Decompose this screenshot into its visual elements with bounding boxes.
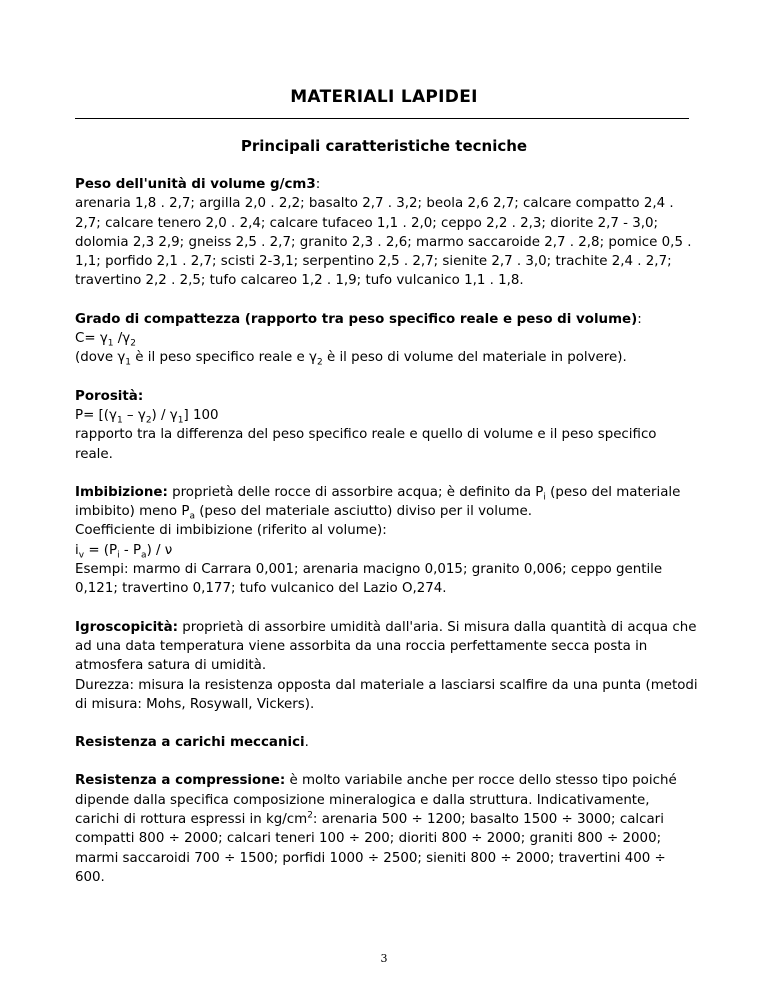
porosita-text: rapporto tra la differenza del peso specifico reale e quello di volume e il peso specifico reale. xyxy=(75,427,657,462)
grado-heading: Grado di compattezza (rapporto tra peso specifico reale e peso di volume) xyxy=(75,311,638,327)
section-resistenza: Resistenza a carichi meccanici. xyxy=(75,735,309,751)
durezza-text: Durezza: misura la resistenza opposta dal materiale a lasciarsi scalfire da una punta (metodi di misura: Mohs, Rosywall, Vickers). xyxy=(75,677,698,712)
section-imbibizione: Imbibizione: proprietà delle rocce di assorbire acqua; è definito da $P_i$ (peso del materiale imbibito) meno $P_a$ (peso del materiale asciutto) diviso per il volume. Coefficiente di imbibizione (riferito al volume): $i_v = (P_i - P_a) / \nu$ Esempi: marmo di Carrara 0,001; arenaria macigno 0,015; granito 0,006; ceppo gentile 0,121; travertino 0,177; tufo vulcanico del Lazio O,274. xyxy=(75,484,681,597)
imbibizione-formula: $i_v = (P_i - P_a) / \nu$ xyxy=(75,542,173,561)
section-grado: Grado di compattezza (rapporto tra peso specifico reale e peso di volume): $C= \gamma_1$ $/\gamma_2$ (dove $\gamma_1$ è il peso specifico reale e $\gamma_2$ è il peso di volume del materiale in polvere). xyxy=(75,311,642,369)
imbibizione-esempi: Esempi: marmo di Carrara 0,001; arenaria macigno 0,015; granito 0,006; ceppo gentile 0,121; travertino 0,177; tufo vulcanico del Lazio O,274. xyxy=(75,562,663,597)
section-compressione: Resistenza a compressione: è molto variabile anche per rocce dello stesso tipo poiché dipende dalla specifica composizione mineralogica e dalla struttura. Indicativamente, carichi di rottura espressi in $kg/cm^2$: arenaria 500 ÷ 1200; basalto 1500 ÷ 3000; calcari compatti 800 ÷ 2000; calcari teneri 100 ÷ 200; dioriti 800 ÷ 2000; graniti 800 ÷ 2000; marmi saccaroidi 700 ÷ 1500; porfidi 1000 ÷ 2500; sieniti 800 ÷ 2000; travertini 400 ÷ 600. xyxy=(75,773,677,885)
peso-text: arenaria 1,8 . 2,7; argilla 2,0 . 2,2; basalto 2,7 . 3,2; beola 2,6 2,7; calcare compatto 2,4 . 2,7; calcare tenero 2,0 . 2,4; calcare tufaceo 1,1 . 2,0; ceppo 2,2 . 2,3; diorite 2,7 - 3,0; dolomia 2,3 2,9; gneiss 2,5 . 2,7; granito 2,3 . 2,6; marmo saccaroide 2,7 . 2,8; pomice 0,5 . 1,1; porfido 2,1 . 2,7; scisti 2-3,1; serpentino 2,5 . 2,7; sienite 2,7 . 3,0; trachite 2,4 . 2,7; travertino 2,2 . 2,5; tufo calcareo 1,2 . 1,9; tufo vulcanico 1,1 . 1,8. xyxy=(75,196,692,289)
igroscopicita-heading: Igroscopicità: xyxy=(75,619,178,635)
page-number: 3 xyxy=(380,952,388,965)
page-title: MATERIALI LAPIDEI xyxy=(290,87,478,107)
section-peso: Peso dell'unità di volume g/cm3: arenaria 1,8 . 2,7; argilla 2,0 . 2,2; basalto 2,7 . 3,2; beola 2,6 2,7; calcare compatto 2,4 . 2,7; calcare tenero 2,0 . 2,4; calcare tufaceo 1,1 . 2,0; ceppo 2,2 . 2,3; diorite 2,7 - 3,0; dolomia 2,3 2,9; gneiss 2,5 . 2,7; granito 2,3 . 2,6; marmo saccaroide 2,7 . 2,8; pomice 0,5 . 1,1; porfido 2,1 . 2,7; scisti 2-3,1; serpentino 2,5 . 2,7; sienite 2,7 . 3,0; trachite 2,4 . 2,7; travertino 2,2 . 2,5; tufo calcareo 1,2 . 1,9; tufo vulcanico 1,1 . 1,8. xyxy=(75,177,692,289)
imbibizione-heading: Imbibizione: xyxy=(75,484,168,500)
grado-formula: $C= \gamma_1$ $/\gamma_2$ xyxy=(75,331,136,349)
document-body xyxy=(75,175,698,887)
compressione-heading: Resistenza a compressione: xyxy=(75,773,286,789)
grado-note: (dove $\gamma_1$ è il peso specifico reale e $\gamma_2$ è il peso di volume del materiale in polvere). xyxy=(75,350,627,369)
porosita-heading: Porosità: xyxy=(75,388,144,404)
title-divider xyxy=(75,118,689,119)
section-porosita xyxy=(75,387,698,464)
section-igroscopicita: Igroscopicità: proprietà di assorbire umidità dall'aria. Si misura dalla quantità di acqua che ad una data temperatura viene assorbita da una roccia perfettamente secca posta in atmosfera satura di umidità. Durezza: misura la resistenza opposta dal materiale a lasciarsi scalfire da una punta (metodi di misura: Mohs, Rosywall, Vickers). xyxy=(75,619,698,712)
resistenza-heading: Resistenza a carichi meccanici xyxy=(75,735,305,751)
peso-heading: Peso dell'unità di volume g/cm3 xyxy=(75,177,316,192)
imbibizione-coef: Coefficiente di imbibizione (riferito al volume): xyxy=(75,523,387,539)
page-subtitle: Principali caratteristiche tecniche xyxy=(240,137,528,155)
porosita-formula: $P= [(\gamma_1 - \gamma_2) / \gamma_1]$ 100 xyxy=(75,407,219,426)
